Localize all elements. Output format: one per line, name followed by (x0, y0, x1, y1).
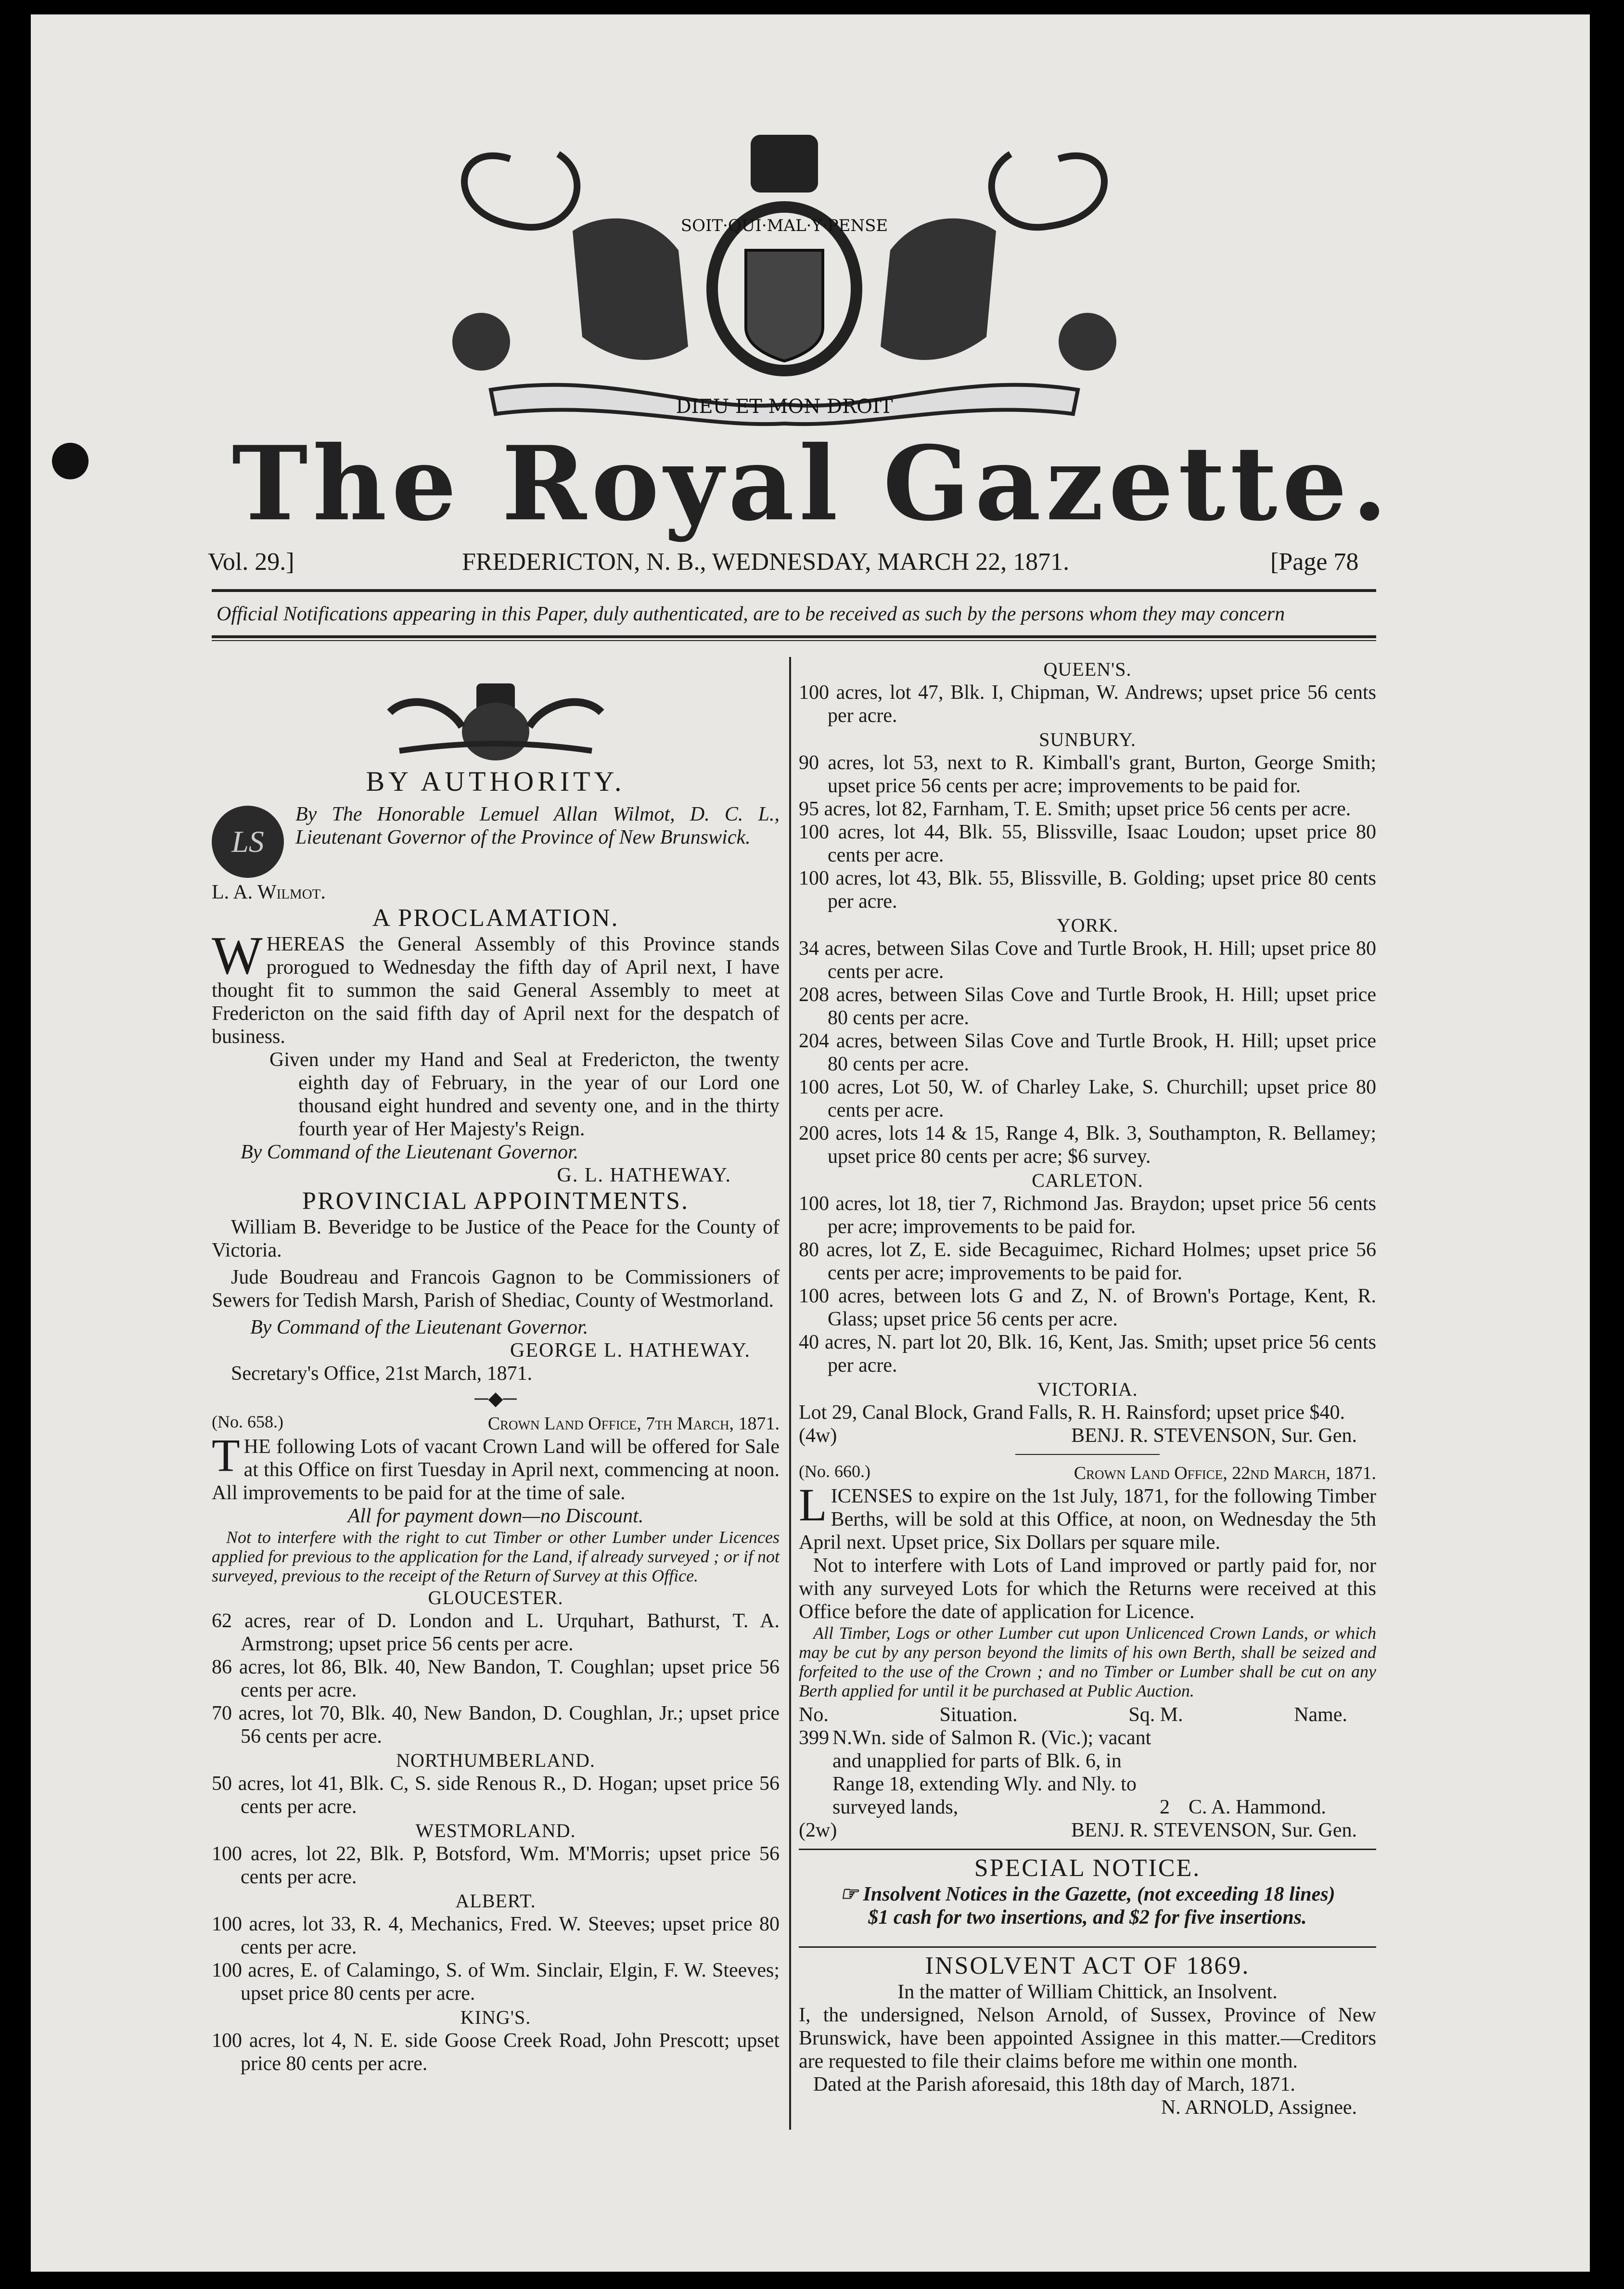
county-heading: WESTMORLAND. (415, 1820, 576, 1841)
appointment-sewers: Jude Boudreau and Francois Gagnon to be Commissioners of Sewers for Tedish Marsh, Parish of Shediac, County of Westmorland. (212, 1266, 780, 1312)
crown-land-office-date-2: Crown Land Office, 22nd March, 1871. (1074, 1463, 1376, 1483)
insolvent-text: I, the undersigned, Nelson Arnold, of Sussex, Province of New Brunswick, have been appointed Assignee in this matter.—Creditors are requested to file their claims before me within one month. (799, 2004, 1376, 2072)
table-header-name: Name. (1294, 1704, 1347, 1726)
sale-notice-text: HE following Lots of vacant Crown Land will be offered for Sale at this Office on first Tuesday in April next, commencing at noon. All improvements to be paid for at the time of sale. (212, 1436, 780, 1504)
table-row (799, 1726, 1376, 1819)
licenses-text: ICENSES to expire on the 1st July, 1871, for the following Timber Berths, will be sold at this Office, at noon, on Wednesday the 5th April next. Upset price, Six Dollars per square mile. (799, 1485, 1376, 1554)
lot-entry: 86 acres, lot 86, Blk. 40, New Bandon, T. Coughlan; upset price 56 cents per acre. (212, 1656, 780, 1701)
licenses-note: Not to interfere with Lots of Land improved or partly paid for, nor with any surveyed Lots for which the Returns were received at this Office before the date of application for Licence. (799, 1555, 1376, 1623)
stevenson-signature-2: BENJ. R. STEVENSON, Sur. Gen. (1071, 1819, 1357, 1841)
lot-entry: 200 acres, lots 14 & 15, Range 4, Blk. 3, Southampton, R. Bellamey; upset price 80 cents per acre; $6 survey. (799, 1122, 1376, 1168)
lot-entry: 40 acres, N. part lot 20, Blk. 16, Kent, Jas. Smith; upset price 56 cents per acre. (799, 1331, 1376, 1376)
disclaimer: Official Notifications appearing in this Paper, duly authenticated, are to be received as such by the persons whom they may concern (217, 603, 1285, 625)
table-header-no: No. (799, 1704, 829, 1726)
drop-cap: L (799, 1479, 827, 1530)
lot-entry: 90 acres, lot 53, next to R. Kimball's grant, Burton, George Smith; upset price 56 cents per acre; improvements to be paid for. (799, 752, 1376, 797)
lot-entry: 100 acres, between lots G and Z, N. of Brown's Portage, Kent, R. Glass; upset price 56 cents per acre. (799, 1285, 1376, 1330)
separator (799, 1849, 1376, 1850)
arnold-signature: N. ARNOLD, Assignee. (1161, 2096, 1357, 2119)
by-command-2: By Command of the Lieutenant Governor. (250, 1316, 588, 1338)
lot-entry: 34 acres, between Silas Cove and Turtle Brook, H. Hill; upset price 80 cents per acre. (799, 938, 1376, 983)
insertion-code: (4w) (799, 1425, 837, 1447)
proclamation-text: HEREAS the General Assembly of this Province stands prorogued to Wednesday the fifth day of April next, I have thought fit to summon the said General Assembly to meet at Fredericton on the said fifth day of April next for the despatch of business. (212, 933, 780, 1048)
proclamation-heading: A PROCLAMATION. (372, 904, 619, 932)
separator (799, 1946, 1376, 1948)
masthead-title: The Royal Gazette. (231, 424, 1393, 543)
table-header-sqm: Sq. M. (1128, 1704, 1183, 1726)
lot-entry: 70 acres, lot 70, Blk. 40, New Bandon, D. Coughlan, Jr.; upset price 56 cents per acre. (212, 1702, 780, 1748)
header-rule-lower (212, 635, 1376, 638)
notice-number-660: (No. 660.) (799, 1462, 870, 1481)
svg-text:DIEU ET MON DROIT: DIEU ET MON DROIT (676, 396, 893, 418)
county-heading: NORTHUMBERLAND. (396, 1749, 595, 1771)
right-column (799, 657, 1376, 2119)
crown-land-office-date-1: Crown Land Office, 7th March, 1871. (487, 1414, 780, 1434)
governor-intro: By The Honorable Lemuel Allan Wilmot, D. C. L., Lieutenant Governor of the Province of New Brunswick. (295, 803, 780, 849)
county-heading: KING'S. (460, 2006, 531, 2028)
sale-terms: All for payment down—no Discount. (347, 1505, 644, 1527)
drop-cap: W (212, 926, 263, 986)
hatheway-signature-1: G. L. HATHEWAY. (557, 1164, 731, 1186)
county-heading: GLOUCESTER. (428, 1587, 563, 1608)
insolvent-matter: In the matter of William Chittick, an Insolvent. (897, 1981, 1278, 2003)
special-notice-heading: SPECIAL NOTICE. (974, 1854, 1201, 1882)
special-notice-line-2: $1 cash for two insertions, and $2 for five insertions. (868, 1906, 1307, 1929)
lot-entry: 100 acres, E. of Calamingo, S. of Wm. Sinclair, Elgin, F. W. Steeves; upset price 80 cents per acre. (212, 1959, 780, 2005)
provincial-appointments-heading: PROVINCIAL APPOINTMENTS. (302, 1187, 689, 1215)
lot-entry: 95 acres, lot 82, Farnham, T. E. Smith; upset price 56 cents per acre. (799, 798, 1351, 820)
pointing-hand-icon: ☞ (840, 1883, 858, 1905)
lot-entry: 100 acres, lot 4, N. E. side Goose Creek Road, John Prescott; upset price 80 cents per acre. (212, 2030, 780, 2075)
by-authority-heading: BY AUTHORITY. (366, 766, 626, 797)
county-heading: SUNBURY. (1039, 729, 1136, 750)
table-cell-no: 399 (799, 1727, 829, 1749)
page-number: [Page 78 (1270, 548, 1359, 576)
seal-icon: LS (212, 806, 284, 878)
lot-entry: 208 acres, between Silas Cove and Turtle Brook, H. Hill; upset price 80 cents per acre. (799, 984, 1376, 1029)
header-rule (212, 589, 1376, 592)
insolvent-act-heading: INSOLVENT ACT OF 1869. (925, 1952, 1250, 1980)
separator (1015, 1454, 1160, 1455)
by-command-1: By Command of the Lieutenant Governor. (241, 1141, 579, 1163)
royal-coat-of-arms (414, 120, 1155, 428)
governor-signature: L. A. Wilmot. (212, 881, 326, 903)
secretary-office-date: Secretary's Office, 21st March, 1871. (231, 1363, 533, 1385)
county-heading: ALBERT. (455, 1890, 536, 1912)
not-interfere-note: Not to interfere with the right to cut Timber or other Lumber under Licences applied for previous to the application for the Land, if already surveyed ; or if not surveyed, previous to the receipt of the Return of Survey at this Office. (212, 1528, 780, 1585)
lot-entry: 50 acres, lot 41, Blk. C, S. side Renous R., D. Hogan; upset price 56 cents per acre. (212, 1773, 780, 1818)
insolvent-dated: Dated at the Parish aforesaid, this 18th day of March, 1871. (813, 2073, 1295, 2096)
given-under-hand: Given under my Hand and Seal at Fredericton, the twenty eighth day of February, in the year of our Lord one thousand eight hundred and seventy one, and in the thirty fourth year of Her Majesty's Reign. (269, 1049, 780, 1140)
lot-entry: 100 acres, lot 18, tier 7, Richmond Jas. Braydon; upset price 56 cents per acre; improvements to be paid for. (799, 1193, 1376, 1238)
appointment-beveridge: William B. Beveridge to be Justice of the Peace for the County of Victoria. (212, 1216, 780, 1261)
small-coat-of-arms-icon (371, 674, 621, 765)
table-cell-name: C. A. Hammond. (1189, 1796, 1326, 1818)
table-header-situation: Situation. (939, 1704, 1018, 1726)
lot-entry: 80 acres, lot Z, E. side Becaguimec, Richard Holmes; upset price 56 cents per acre; improvements to be paid for. (799, 1239, 1376, 1284)
county-heading: QUEEN'S. (1043, 658, 1132, 680)
insertion-code: (2w) (799, 1819, 837, 1841)
lot-entry: 204 acres, between Silas Cove and Turtle Brook, H. Hill; upset price 80 cents per acre. (799, 1030, 1376, 1075)
table-cell-sqm: 2 (1160, 1796, 1170, 1818)
lot-entry: 62 acres, rear of D. London and L. Urquhart, Bathurst, T. A. Armstrong; upset price 56 cents per acre. (212, 1610, 780, 1655)
volume-number: Vol. 29.] (208, 548, 294, 576)
lot-entry: 100 acres, Lot 50, W. of Charley Lake, S. Churchill; upset price 80 cents per acre. (799, 1076, 1376, 1121)
table-cell-situation: N.Wn. side of Salmon R. (Vic.); vacant and unapplied for parts of Blk. 6, in Range 18, extending Wly. and Nly. to surveyed lands, (832, 1727, 1151, 1818)
county-heading: VICTORIA. (1037, 1378, 1138, 1400)
header-rule-thin (212, 640, 1376, 641)
lot-entry: 100 acres, lot 47, Blk. I, Chipman, W. Andrews; upset price 56 cents per acre. (799, 682, 1376, 727)
timber-warning: All Timber, Logs or other Lumber cut upon Unlicenced Crown Lands, or which may be cut by any person beyond the limits of his own Berth, shall be seized and forfeited to the use of the Crown ; and no Timber or Lumber shall be cut on any Berth applied for until it be purchased at Public Auction. (799, 1623, 1376, 1700)
lot-entry: 100 acres, lot 33, R. 4, Mechanics, Fred. W. Steeves; upset price 80 cents per acre. (212, 1913, 780, 1958)
drop-cap: T (212, 1429, 240, 1481)
lot-entry: Lot 29, Canal Block, Grand Falls, R. H. Rainsford; upset price $40. (799, 1402, 1345, 1424)
lot-entry: 100 acres, lot 22, Blk. P, Botsford, Wm. M'Morris; upset price 56 cents per acre. (212, 1843, 780, 1888)
left-column (212, 674, 780, 2075)
stevenson-signature-1: BENJ. R. STEVENSON, Sur. Gen. (1071, 1425, 1357, 1447)
county-heading: CARLETON. (1032, 1170, 1143, 1191)
special-notice-line-1: Insolvent Notices in the Gazette, (not exceeding 18 lines) (863, 1883, 1335, 1905)
lot-entry: 100 acres, lot 44, Blk. 55, Blissville, Isaac Loudon; upset price 80 cents per acre. (799, 821, 1376, 866)
lot-entry: 100 acres, lot 43, Blk. 55, Blissville, B. Golding; upset price 80 cents per acre. (799, 867, 1376, 913)
hatheway-signature-2: GEORGE L. HATHEWAY. (510, 1339, 751, 1362)
county-heading: YORK. (1056, 914, 1119, 936)
notice-number-658: (No. 658.) (212, 1412, 283, 1431)
dateline: FREDERICTON, N. B., WEDNESDAY, MARCH 22, 1871. (462, 548, 1070, 576)
svg-text:SOIT·QUI·MAL·Y·PENSE: SOIT·QUI·MAL·Y·PENSE (680, 216, 888, 235)
section-ornament: ─◆─ (474, 1388, 517, 1409)
column-divider (789, 657, 791, 2130)
